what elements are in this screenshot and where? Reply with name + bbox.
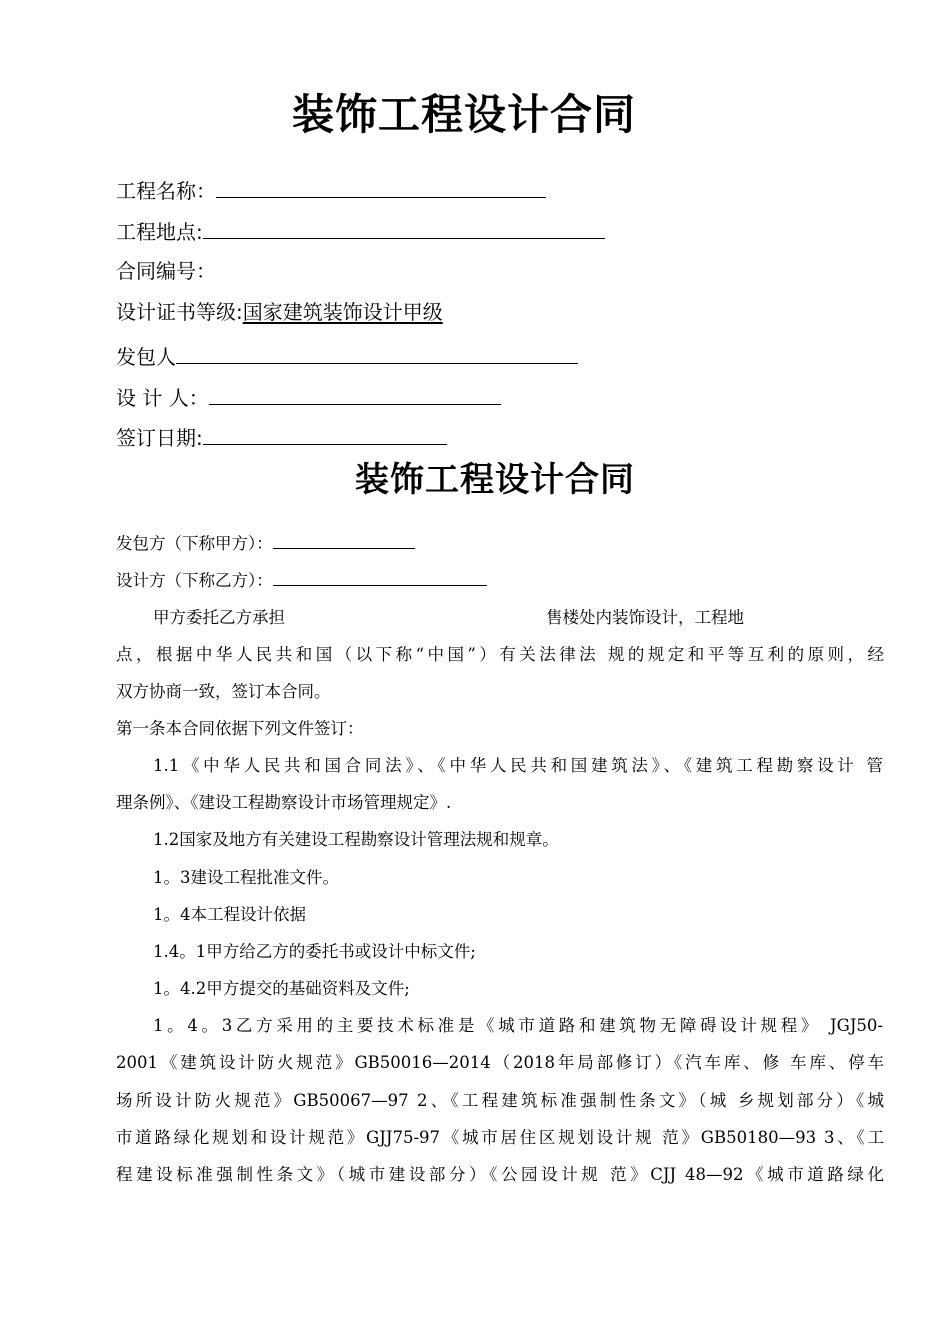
- client-label: 发包人: [116, 345, 176, 369]
- contract-title: 装饰工程设计合同: [355, 460, 635, 500]
- party-b-row: [116, 567, 487, 591]
- contract-no-row: [116, 258, 216, 284]
- item-1-1-line1: 1.1《中华人民共和国合同法》、《中华人民共和国建筑法》、《建筑工程勘察设计 管: [153, 756, 883, 775]
- item-1-3: 1。3建设工程批准文件。: [153, 868, 339, 887]
- item-1-2: 1.2国家及地方有关建设工程勘察设计管理法规和规章。: [153, 830, 559, 849]
- item-1-4-3-line4: 市道路绿化规划和设计规范》GJJ75-97《城市居住区规划设计规 范》GB50180—93 3、《工: [116, 1128, 884, 1147]
- party-a-blank: [273, 532, 415, 549]
- intro-part1: 甲方委托乙方承担: [153, 608, 285, 627]
- project-site-row: [116, 218, 605, 245]
- sign-date-row: [116, 424, 447, 451]
- cert-grade-row: [116, 299, 443, 325]
- project-name-blank: [216, 177, 546, 198]
- designer-row: [116, 384, 501, 411]
- sign-date-label: 签订日期:: [116, 426, 203, 450]
- project-name-row: [116, 177, 546, 204]
- party-b-label: 设计方（下称乙方）：: [116, 571, 273, 590]
- intro-line3: 双方协商一致，签订本合同。: [116, 682, 331, 701]
- cover-title: 装饰工程设计合同: [291, 90, 636, 139]
- cert-grade-value: 国家建筑装饰设计甲级: [242, 300, 443, 324]
- contract-no-label: 合同编号：: [116, 259, 216, 283]
- party-a-label: 发包方（下称甲方）：: [116, 534, 273, 553]
- designer-label: 设 计 人：: [116, 386, 209, 410]
- project-name-label: 工程名称：: [116, 179, 216, 203]
- intro-line2: 点，根据中华人民共和国（以下称“中国”）有关法律法 规的规定和平等互利的原则，经: [116, 645, 884, 664]
- designer-blank: [209, 384, 501, 405]
- item-1-4-1: 1.4。1甲方给乙方的委托书或设计中标文件;: [153, 942, 476, 961]
- item-1-4-3-line5: 程建设标准强制性条文》（城市建设部分）《公园设计规 范》CJJ 48—92《城市道路绿化: [116, 1165, 884, 1184]
- project-site-label: 工程地点:: [116, 220, 203, 244]
- article1-title: 第一条本合同依据下列文件签订：: [116, 719, 364, 738]
- item-1-4-2: 1。4.2甲方提交的基础资料及文件;: [153, 979, 410, 998]
- party-b-blank: [273, 569, 487, 586]
- intro-part2: 售楼处内装饰设计，工程地: [546, 608, 744, 627]
- party-a-row: [116, 530, 415, 554]
- sign-date-blank: [203, 424, 447, 445]
- client-blank: [176, 343, 578, 364]
- item-1-4-3-line2: 2001《建筑设计防火规范》GB50016—2014（2018年局部修订）《汽车库、修 车库、停车: [116, 1053, 884, 1072]
- item-1-4-3-line1: 1。4。3乙方采用的主要技术标准是《城市道路和建筑物无障碍设计规程》 JGJ50-: [153, 1016, 883, 1035]
- client-row: [116, 343, 578, 370]
- item-1-4: 1。4本工程设计依据: [153, 905, 306, 924]
- cert-grade-label: 设计证书等级:: [116, 300, 243, 324]
- project-site-blank: [203, 218, 605, 239]
- item-1-4-3-line3: 场所设计防火规范》GB50067—97 2、《工程建筑标准强制性条文》（城 乡规划部分）《城: [116, 1091, 884, 1110]
- item-1-1-line2: 理条例》、《建设工程勘察设计市场管理规定》.: [116, 793, 452, 812]
